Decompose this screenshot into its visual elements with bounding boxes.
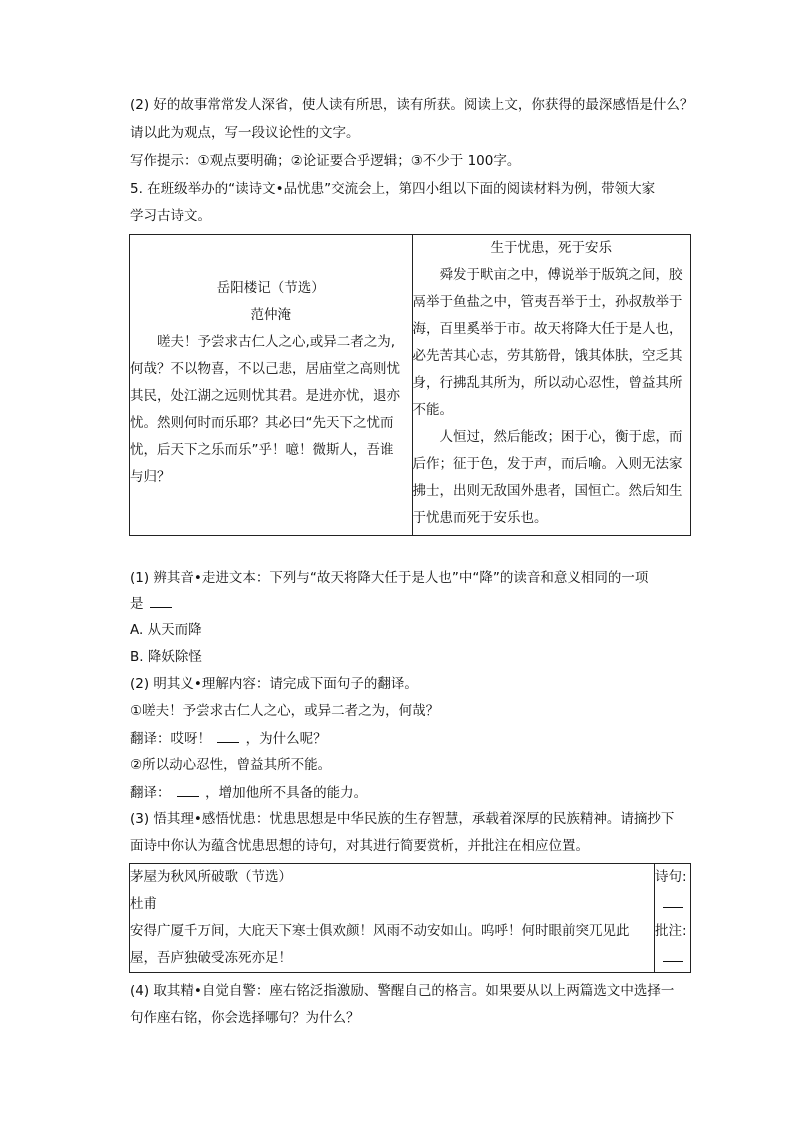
shengyuyouhuan-line: 舜发于畎亩之中，傅说举于版筑之间，胶 [439, 267, 683, 283]
yueyanglou-line: 忧，后天下之乐而乐”乎！噫！微斯人，吾谁 [130, 442, 394, 458]
shengyuyouhuan-line: 身，行拂乱其所为，所以动心忍性，曾益其所 [412, 375, 683, 391]
yueyanglou-author: 范仲淹 [250, 307, 291, 323]
pizhu-label: 批注: [655, 923, 687, 939]
translation-1-tail: ，为什么呢？ [245, 731, 327, 747]
question-2-prompt: (2) 好的故事常常发人深省，使人读有所思，读有所获。阅读上文，你获得的最深感悟是什么？ [130, 97, 694, 113]
shengyuyouhuan-line: 鬲举于鱼盐之中，管夷吾举于士，孙叔敖举于 [412, 294, 683, 310]
shiju-blank[interactable] [655, 891, 690, 918]
poem-title: 茅屋为秋风所破歌（节选） [130, 869, 292, 885]
sentence-1: ①嗟夫！予尝求古仁人之心，或异二者之为，何哉？ [130, 703, 440, 719]
poem-line: 屋，吾庐独破受冻死亦足！ [130, 950, 292, 966]
poem-line: 安得广厦千万间，大庇天下寒士俱欢颜！风雨不动安如山。呜呼！何时眼前突兀见此 [130, 923, 630, 939]
shengyuyouhuan-cell [412, 235, 691, 536]
yueyanglou-line: 嗟夫！予尝求古仁人之心,或异二者之为, [157, 334, 396, 350]
option-a[interactable]: A. 从天而降 [130, 622, 202, 638]
shengyuyouhuan-line: 海，百里奚举于市。故天将降大任于是人也， [412, 321, 683, 337]
translation-2-tail: ，增加他所不具备的能力。 [205, 785, 368, 801]
pizhu-blank[interactable] [655, 945, 690, 972]
subquestion-2: (2) 明其义•理解内容：请完成下面句子的翻译。 [130, 676, 418, 692]
annotation-cell [655, 864, 691, 973]
translation-2 [130, 783, 367, 802]
subquestion-3: (3) 悟其理•感悟忧患：忧患思想是中华民族的生存智慧，承载着深厚的民族精神。请摘抄下 [130, 811, 675, 827]
shengyuyouhuan-line: 后作；征于色，发于声，而后喻。入则无法家 [412, 456, 683, 472]
question-5-intro-cont: 学习古诗文。 [130, 208, 211, 224]
translation-2-label: 翻译： [130, 785, 171, 801]
translation-1-label: 翻译：哎呀！ [130, 731, 211, 747]
yueyanglou-line: 何哉？不以物喜，不以己悲，居庙堂之高则忧 [130, 361, 400, 377]
translation-1-blank[interactable] [217, 729, 239, 743]
subquestion-1-tail: 是 [130, 596, 144, 612]
yueyanglou-cell [130, 235, 413, 536]
poem-author: 杜甫 [130, 896, 157, 912]
subquestion-4-cont: 句作座右铭，你会选择哪句？为什么？ [130, 1010, 360, 1026]
subquestion-4: (4) 取其精•自觉自警：座右铭泛指激励、警醒自己的格言。如果要从以上两篇选文中选择一 [130, 983, 675, 999]
shiju-label: 诗句: [655, 869, 687, 885]
translation-1 [130, 729, 327, 748]
shengyuyouhuan-line: 必先苦其心志，劳其筋骨，饿其体肤，空乏其 [412, 348, 683, 364]
poem-cell [130, 864, 655, 973]
question-5-intro: 5. 在班级举办的“读诗文•品忧患”交流会上，第四小组以下面的阅读材料为例，带领大家 [130, 181, 656, 197]
option-b[interactable]: B. 降妖除怪 [130, 649, 202, 665]
question-2-prompt-cont: 请以此为观点，写一段议论性的文字。 [130, 125, 360, 141]
yueyanglou-line: 与归？ [130, 469, 171, 485]
shengyuyouhuan-line: 不能。 [412, 402, 453, 418]
translation-2-blank[interactable] [177, 783, 199, 797]
subquestion-3-cont: 面诗中你认为蕴含忧患思想的诗句，对其进行简要赏析，并批注在相应位置。 [130, 838, 589, 854]
answer-blank[interactable] [150, 594, 172, 608]
yueyanglou-line: 其民，处江湖之远则忧其君。是进亦忧，退亦 [130, 388, 400, 404]
subquestion-1: (1) 辨其音•走进文本：下列与“故天将降大任于是人也”中“降”的读音和意义相同的一项 [130, 570, 649, 586]
writing-hint: 写作提示：①观点要明确；②论证要合乎逻辑；③不少于 100字。 [130, 153, 521, 169]
sentence-2: ②所以动心忍性，曾益其所不能。 [130, 757, 332, 773]
subquestion-1-cont [130, 594, 174, 613]
shengyuyouhuan-line: 于忧患而死于安乐也。 [412, 510, 548, 526]
shengyuyouhuan-line: 人恒过，然后能改；困于心，衡于虑，而 [439, 429, 683, 445]
shengyuyouhuan-title: 生于忧患，死于安乐 [490, 240, 612, 256]
yueyanglou-title: 岳阳楼记（节选） [216, 280, 325, 296]
reading-material-table [129, 234, 691, 536]
poem-table [129, 863, 691, 973]
shengyuyouhuan-line: 拂士，出则无敌国外患者，国恒亡。然后知生 [412, 483, 683, 499]
yueyanglou-line: 忧。然则何时而乐耶？其必曰“先天下之忧而 [130, 415, 394, 431]
